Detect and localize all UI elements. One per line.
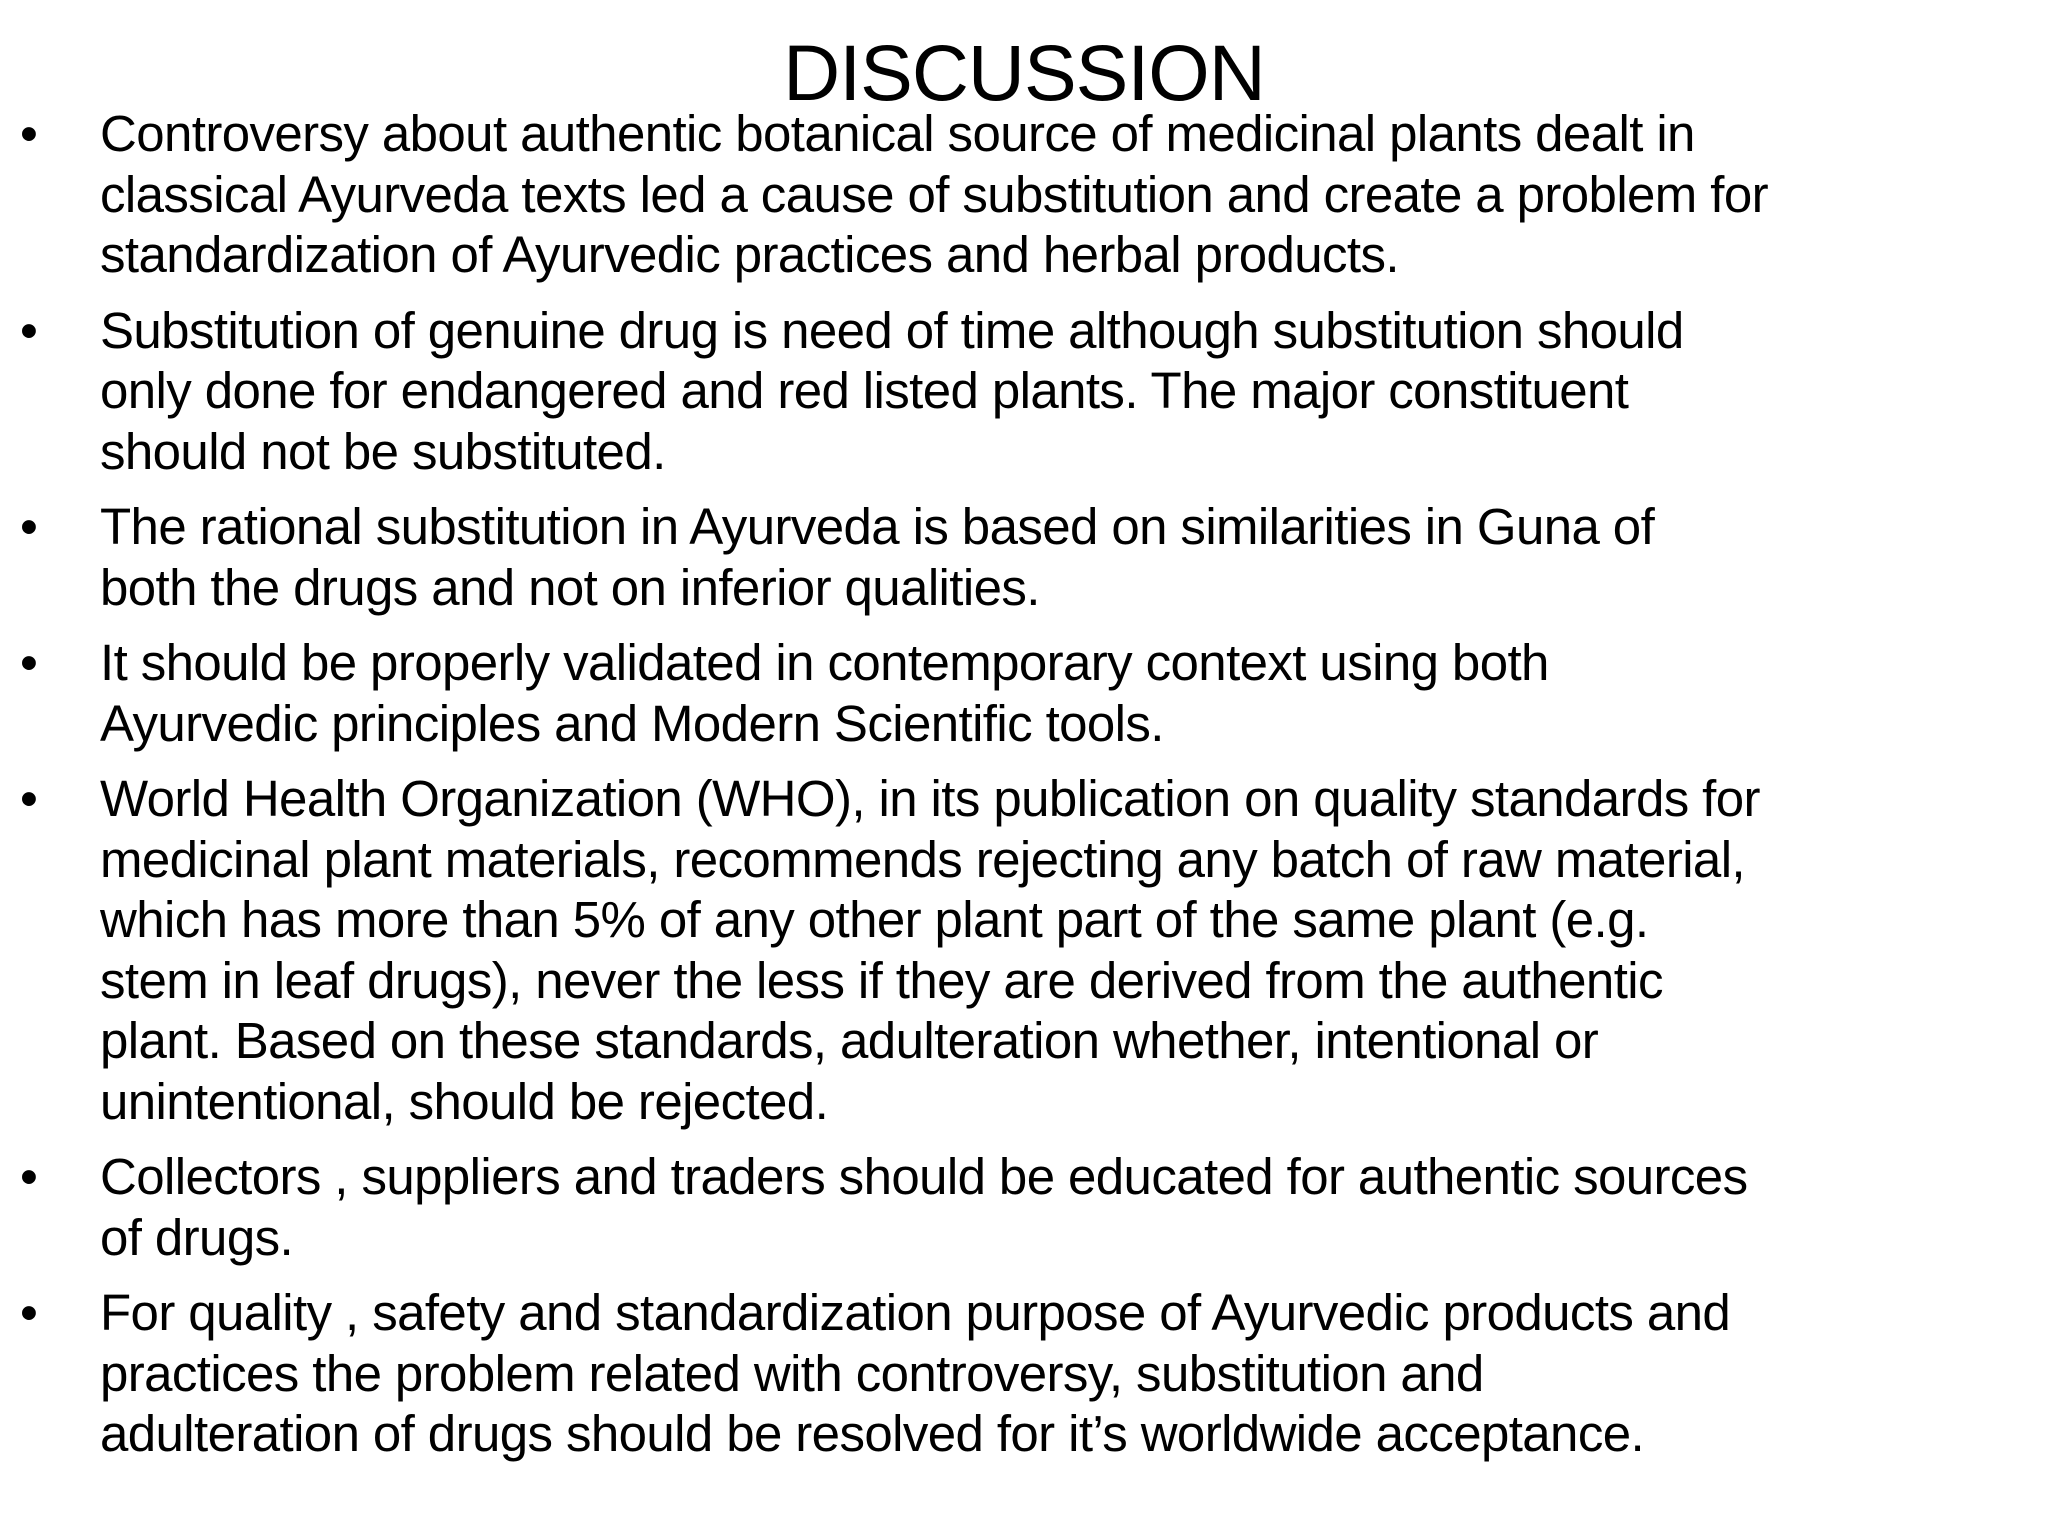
bullet-text: Controversy about authentic botanical source of medicinal plants dealt in classical Ayurveda texts led a cause of substitution and create a problem for standardization of Ayurvedic practices and herbal products. — [100, 105, 1768, 283]
bullet-dot: • — [20, 634, 38, 691]
bullet-item — [20, 301, 2030, 483]
bullet-dot: • — [20, 1148, 38, 1205]
bullet-text: Substitution of genuine drug is need of time although substitution should only done for endangered and red listed plants. The major constituent should not be substituted. — [100, 301, 1684, 480]
bullet-dot: • — [20, 498, 38, 555]
bullet-dot: • — [20, 105, 38, 162]
bullet-item — [20, 497, 2030, 618]
slide-title: DISCUSSION — [783, 28, 1265, 117]
bullet-text: World Health Organization (WHO), in its publication on quality standards for medicinal plant materials, recommends rejecting any batch of raw material, which has more than 5% of any other plant part of the same plant (e.g. stem in leaf drugs), never the less if they are derived from the authentic plant. Based on these standards, adulteration whether, intentional or unintentional, should be rejected. — [100, 770, 1760, 1130]
bullet-text: For quality , safety and standardization purpose of Ayurvedic products and practices the problem related with controversy, substitution and adulteration of drugs should be resolved for it’s worldwide acceptance. — [100, 1284, 1731, 1462]
bullet-item — [20, 633, 2030, 754]
bullet-dot: • — [20, 301, 38, 359]
bullet-text: It should be properly validated in contemporary context using both Ayurvedic principles and Modern Scientific tools. — [100, 634, 1549, 752]
bullet-item — [20, 1283, 2030, 1465]
bullet-dot: • — [20, 770, 38, 827]
bullet-text: The rational substitution in Ayurveda is based on similarities in Guna of both the drugs and not on inferior qualities. — [100, 498, 1655, 616]
bullet-list — [20, 104, 2030, 1480]
bullet-item — [20, 1147, 2030, 1268]
bullet-item — [20, 104, 2030, 286]
bullet-item — [20, 769, 2030, 1132]
bullet-dot: • — [20, 1284, 38, 1341]
bullet-text: Collectors , suppliers and traders should be educated for authentic sources of drugs. — [100, 1148, 1748, 1266]
